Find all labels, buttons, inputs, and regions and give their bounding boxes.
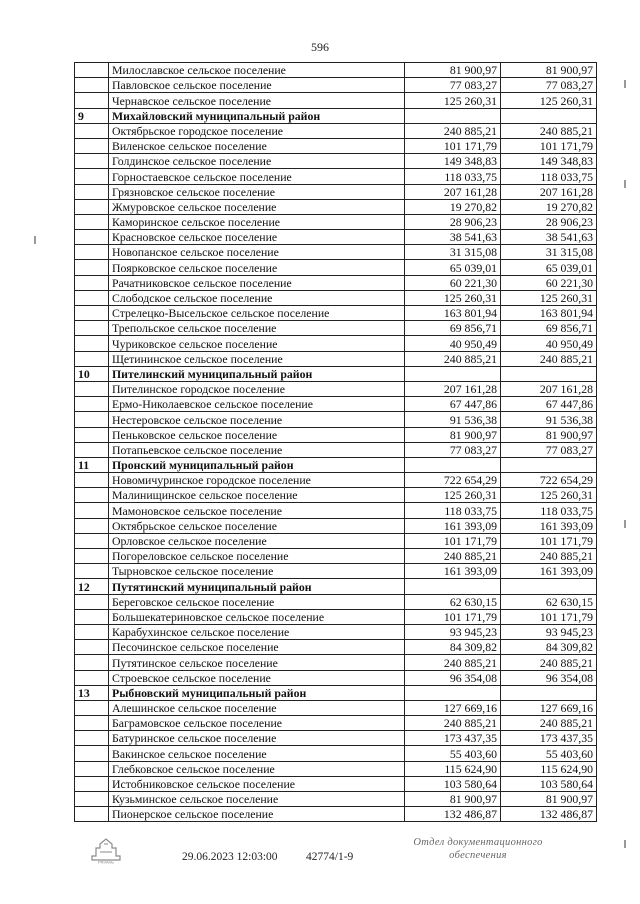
- table-row: [75, 807, 597, 822]
- row-value-1-cell: 81 900,97: [405, 63, 501, 78]
- row-value-1-cell: [405, 685, 501, 700]
- row-value-2-cell: 118 033,75: [501, 503, 597, 518]
- row-value-2-cell: [501, 457, 597, 472]
- row-value-2-cell: 207 161,28: [501, 381, 597, 396]
- row-value-2-cell: 81 900,97: [501, 427, 597, 442]
- row-name-cell: Голдинское сельское поселение: [109, 154, 405, 169]
- row-number-cell: [75, 792, 109, 807]
- emblem-stamp-icon: [86, 834, 126, 864]
- row-name-cell: Погореловское сельское поселение: [109, 549, 405, 564]
- row-value-2-cell: 161 393,09: [501, 564, 597, 579]
- row-name-cell: Жмуровское сельское поселение: [109, 199, 405, 214]
- row-number-cell: [75, 700, 109, 715]
- row-name-cell: Новомичуринское городское поселение: [109, 473, 405, 488]
- table-row: [75, 230, 597, 245]
- row-value-1-cell: 240 885,21: [405, 123, 501, 138]
- row-number-cell: [75, 275, 109, 290]
- row-name-cell: Строевское сельское поселение: [109, 670, 405, 685]
- row-name-cell: Щетининское сельское поселение: [109, 351, 405, 366]
- row-number-cell: [75, 731, 109, 746]
- table-row: [75, 381, 597, 396]
- row-name-cell: Чуриковское сельское поселение: [109, 336, 405, 351]
- department-stamp-line1: Отдел документационного: [413, 837, 543, 848]
- row-value-2-cell: 38 541,63: [501, 230, 597, 245]
- row-value-2-cell: 77 083,27: [501, 78, 597, 93]
- scan-edge-mark: [624, 840, 626, 848]
- row-name-cell: Путятинский муниципальный район: [109, 579, 405, 594]
- table-row: [75, 199, 597, 214]
- row-value-2-cell: [501, 108, 597, 123]
- row-number-cell: [75, 807, 109, 822]
- row-name-cell: Алешинское сельское поселение: [109, 700, 405, 715]
- row-value-2-cell: 125 260,31: [501, 290, 597, 305]
- row-name-cell: Пионерское сельское поселение: [109, 807, 405, 822]
- row-number-cell: [75, 716, 109, 731]
- row-number-cell: [75, 199, 109, 214]
- table-row: [75, 792, 597, 807]
- table-row: [75, 138, 597, 153]
- row-number-cell: [75, 397, 109, 412]
- table-row: [75, 731, 597, 746]
- row-value-2-cell: 101 171,79: [501, 138, 597, 153]
- row-value-2-cell: 28 906,23: [501, 214, 597, 229]
- row-number-cell: [75, 78, 109, 93]
- row-value-2-cell: 103 580,64: [501, 776, 597, 791]
- row-name-cell: Пителинский муниципальный район: [109, 366, 405, 381]
- row-number-cell: [75, 427, 109, 442]
- district-row: [75, 108, 597, 123]
- table-row: [75, 245, 597, 260]
- row-number-cell: [75, 442, 109, 457]
- row-value-2-cell: 62 630,15: [501, 594, 597, 609]
- row-name-cell: Михайловский муниципальный район: [109, 108, 405, 123]
- row-name-cell: Стрелецко-Высельское сельское поселение: [109, 306, 405, 321]
- footer-doc-number: 42774/1-9: [306, 851, 354, 863]
- row-name-cell: Поярковское сельское поселение: [109, 260, 405, 275]
- row-value-2-cell: 65 039,01: [501, 260, 597, 275]
- row-number-cell: [75, 63, 109, 78]
- row-value-2-cell: 115 624,90: [501, 761, 597, 776]
- row-name-cell: Чернавское сельское поселение: [109, 93, 405, 108]
- row-value-1-cell: 101 171,79: [405, 609, 501, 624]
- row-number-cell: [75, 503, 109, 518]
- row-name-cell: Пителинское городское поселение: [109, 381, 405, 396]
- row-number-cell: [75, 518, 109, 533]
- table-row: [75, 397, 597, 412]
- footer-datetime: 29.06.2023 12:03:00: [182, 851, 278, 863]
- row-value-2-cell: 67 447,86: [501, 397, 597, 412]
- row-value-1-cell: 28 906,23: [405, 214, 501, 229]
- row-value-1-cell: [405, 366, 501, 381]
- table-row: [75, 123, 597, 138]
- table-row: [75, 78, 597, 93]
- row-name-cell: Глебковское сельское поселение: [109, 761, 405, 776]
- row-number-cell: 12: [75, 579, 109, 594]
- row-number-cell: [75, 290, 109, 305]
- table-row: [75, 700, 597, 715]
- district-row: [75, 579, 597, 594]
- table-row: [75, 624, 597, 639]
- row-name-cell: Ермо-Николаевское сельское поселение: [109, 397, 405, 412]
- district-row: [75, 366, 597, 381]
- row-value-1-cell: 163 801,94: [405, 306, 501, 321]
- table-row: [75, 351, 597, 366]
- row-number-cell: [75, 640, 109, 655]
- row-number-cell: 13: [75, 685, 109, 700]
- emblem-stamp-text: РЯЗАНЬ: [97, 859, 115, 864]
- row-value-2-cell: 101 171,79: [501, 533, 597, 548]
- row-number-cell: [75, 321, 109, 336]
- row-name-cell: Песочинское сельское поселение: [109, 640, 405, 655]
- row-value-1-cell: 132 486,87: [405, 807, 501, 822]
- row-value-1-cell: 93 945,23: [405, 624, 501, 639]
- row-number-cell: [75, 93, 109, 108]
- row-value-1-cell: 19 270,82: [405, 199, 501, 214]
- row-value-1-cell: 31 315,08: [405, 245, 501, 260]
- table-row: [75, 488, 597, 503]
- row-value-1-cell: 161 393,09: [405, 518, 501, 533]
- row-value-1-cell: 96 354,08: [405, 670, 501, 685]
- table-row: [75, 655, 597, 670]
- table-row: [75, 746, 597, 761]
- row-name-cell: Орловское сельское поселение: [109, 533, 405, 548]
- table-row: [75, 214, 597, 229]
- row-value-1-cell: 62 630,15: [405, 594, 501, 609]
- row-value-2-cell: 91 536,38: [501, 412, 597, 427]
- row-value-2-cell: 149 348,83: [501, 154, 597, 169]
- row-value-2-cell: 40 950,49: [501, 336, 597, 351]
- row-name-cell: Рачатниковское сельское поселение: [109, 275, 405, 290]
- row-number-cell: [75, 488, 109, 503]
- row-name-cell: Милославское сельское поселение: [109, 63, 405, 78]
- row-number-cell: 10: [75, 366, 109, 381]
- row-value-1-cell: 127 669,16: [405, 700, 501, 715]
- district-row: [75, 457, 597, 472]
- row-value-1-cell: 118 033,75: [405, 169, 501, 184]
- row-number-cell: [75, 260, 109, 275]
- row-name-cell: Новопанское сельское поселение: [109, 245, 405, 260]
- row-value-1-cell: 207 161,28: [405, 184, 501, 199]
- row-number-cell: [75, 123, 109, 138]
- row-value-1-cell: 38 541,63: [405, 230, 501, 245]
- row-value-1-cell: 91 536,38: [405, 412, 501, 427]
- row-number-cell: [75, 412, 109, 427]
- table-row: [75, 63, 597, 78]
- page-number: 596: [311, 40, 329, 54]
- table-row: [75, 473, 597, 488]
- row-value-2-cell: 163 801,94: [501, 306, 597, 321]
- row-value-2-cell: [501, 366, 597, 381]
- scan-edge-mark: [34, 236, 36, 244]
- row-value-2-cell: 240 885,21: [501, 716, 597, 731]
- row-value-2-cell: 96 354,08: [501, 670, 597, 685]
- table-row: [75, 564, 597, 579]
- table-row: [75, 169, 597, 184]
- row-number-cell: [75, 564, 109, 579]
- row-number-cell: [75, 381, 109, 396]
- row-number-cell: [75, 138, 109, 153]
- row-name-cell: Карабухинское сельское поселение: [109, 624, 405, 639]
- table-row: [75, 503, 597, 518]
- row-value-1-cell: 125 260,31: [405, 488, 501, 503]
- row-value-2-cell: 125 260,31: [501, 488, 597, 503]
- row-value-1-cell: 67 447,86: [405, 397, 501, 412]
- district-row: [75, 685, 597, 700]
- row-number-cell: [75, 549, 109, 564]
- table-row: [75, 518, 597, 533]
- row-number-cell: [75, 306, 109, 321]
- table-row: [75, 336, 597, 351]
- row-value-1-cell: 84 309,82: [405, 640, 501, 655]
- row-number-cell: [75, 169, 109, 184]
- row-value-1-cell: [405, 579, 501, 594]
- row-value-1-cell: 40 950,49: [405, 336, 501, 351]
- row-value-2-cell: 240 885,21: [501, 549, 597, 564]
- row-number-cell: [75, 245, 109, 260]
- table-row: [75, 154, 597, 169]
- row-name-cell: Путятинское сельское поселение: [109, 655, 405, 670]
- row-name-cell: Горностаевское сельское поселение: [109, 169, 405, 184]
- row-name-cell: Тырновское сельское поселение: [109, 564, 405, 579]
- row-value-2-cell: [501, 685, 597, 700]
- row-value-1-cell: 115 624,90: [405, 761, 501, 776]
- row-value-1-cell: 55 403,60: [405, 746, 501, 761]
- row-value-1-cell: [405, 108, 501, 123]
- row-number-cell: [75, 609, 109, 624]
- table-row: [75, 321, 597, 336]
- row-number-cell: [75, 655, 109, 670]
- row-name-cell: Виленское сельское поселение: [109, 138, 405, 153]
- row-value-1-cell: 240 885,21: [405, 549, 501, 564]
- table-body: [75, 63, 597, 822]
- row-name-cell: Октябрьское городское поселение: [109, 123, 405, 138]
- department-stamp-line2: обеспечения: [449, 850, 507, 861]
- row-value-2-cell: [501, 579, 597, 594]
- row-number-cell: [75, 761, 109, 776]
- scan-edge-mark: [624, 80, 626, 88]
- row-name-cell: Грязновское сельское поселение: [109, 184, 405, 199]
- row-number-cell: [75, 184, 109, 199]
- row-value-2-cell: 240 885,21: [501, 655, 597, 670]
- row-name-cell: Береговское сельское поселение: [109, 594, 405, 609]
- row-value-2-cell: 127 669,16: [501, 700, 597, 715]
- row-value-1-cell: 118 033,75: [405, 503, 501, 518]
- table-row: [75, 260, 597, 275]
- row-value-1-cell: 722 654,29: [405, 473, 501, 488]
- row-value-1-cell: 103 580,64: [405, 776, 501, 791]
- table-row: [75, 533, 597, 548]
- row-name-cell: Красновское сельское поселение: [109, 230, 405, 245]
- row-name-cell: Пронский муниципальный район: [109, 457, 405, 472]
- row-value-1-cell: 81 900,97: [405, 792, 501, 807]
- row-value-2-cell: 240 885,21: [501, 351, 597, 366]
- table-row: [75, 716, 597, 731]
- row-value-2-cell: 161 393,09: [501, 518, 597, 533]
- table-row: [75, 412, 597, 427]
- row-number-cell: [75, 473, 109, 488]
- row-value-1-cell: 125 260,31: [405, 290, 501, 305]
- row-name-cell: Слободское сельское поселение: [109, 290, 405, 305]
- table-row: [75, 609, 597, 624]
- row-value-1-cell: 125 260,31: [405, 93, 501, 108]
- table-row: [75, 290, 597, 305]
- row-value-2-cell: 19 270,82: [501, 199, 597, 214]
- scan-edge-mark: [624, 520, 626, 528]
- table-row: [75, 442, 597, 457]
- row-number-cell: [75, 533, 109, 548]
- row-number-cell: 9: [75, 108, 109, 123]
- table-row: [75, 93, 597, 108]
- row-value-1-cell: 69 856,71: [405, 321, 501, 336]
- row-value-2-cell: 93 945,23: [501, 624, 597, 639]
- row-name-cell: Пеньковское сельское поселение: [109, 427, 405, 442]
- row-value-2-cell: 60 221,30: [501, 275, 597, 290]
- row-number-cell: [75, 351, 109, 366]
- row-value-1-cell: 173 437,35: [405, 731, 501, 746]
- row-name-cell: Нестеровское сельское поселение: [109, 412, 405, 427]
- row-value-2-cell: 84 309,82: [501, 640, 597, 655]
- row-value-2-cell: 722 654,29: [501, 473, 597, 488]
- row-number-cell: [75, 624, 109, 639]
- table-row: [75, 640, 597, 655]
- row-name-cell: Трепольское сельское поселение: [109, 321, 405, 336]
- row-value-2-cell: 118 033,75: [501, 169, 597, 184]
- row-value-2-cell: 31 315,08: [501, 245, 597, 260]
- row-name-cell: Баграмовское сельское поселение: [109, 716, 405, 731]
- row-value-1-cell: 60 221,30: [405, 275, 501, 290]
- row-value-1-cell: 161 393,09: [405, 564, 501, 579]
- row-value-2-cell: 173 437,35: [501, 731, 597, 746]
- table-row: [75, 594, 597, 609]
- row-value-2-cell: 240 885,21: [501, 123, 597, 138]
- row-value-1-cell: 240 885,21: [405, 716, 501, 731]
- row-number-cell: [75, 154, 109, 169]
- row-name-cell: Батуринское сельское поселение: [109, 731, 405, 746]
- row-value-1-cell: 77 083,27: [405, 78, 501, 93]
- row-value-1-cell: [405, 457, 501, 472]
- table-row: [75, 427, 597, 442]
- row-value-1-cell: 65 039,01: [405, 260, 501, 275]
- row-number-cell: [75, 230, 109, 245]
- row-value-1-cell: 101 171,79: [405, 533, 501, 548]
- row-value-1-cell: 81 900,97: [405, 427, 501, 442]
- row-value-1-cell: 240 885,21: [405, 655, 501, 670]
- row-value-2-cell: 81 900,97: [501, 63, 597, 78]
- budget-table: [74, 62, 597, 822]
- row-name-cell: Октябрьское сельское поселение: [109, 518, 405, 533]
- row-number-cell: [75, 776, 109, 791]
- row-value-2-cell: 81 900,97: [501, 792, 597, 807]
- table-row: [75, 670, 597, 685]
- department-stamp: [398, 836, 558, 862]
- row-number-cell: [75, 746, 109, 761]
- row-value-2-cell: 101 171,79: [501, 609, 597, 624]
- row-value-2-cell: 55 403,60: [501, 746, 597, 761]
- row-value-2-cell: 132 486,87: [501, 807, 597, 822]
- row-number-cell: [75, 336, 109, 351]
- row-value-1-cell: 207 161,28: [405, 381, 501, 396]
- row-value-1-cell: 240 885,21: [405, 351, 501, 366]
- row-value-2-cell: 77 083,27: [501, 442, 597, 457]
- row-number-cell: [75, 214, 109, 229]
- table-row: [75, 761, 597, 776]
- table-row: [75, 549, 597, 564]
- row-value-1-cell: 101 171,79: [405, 138, 501, 153]
- row-name-cell: Большекатериновское сельское поселение: [109, 609, 405, 624]
- row-name-cell: Мамоновское сельское поселение: [109, 503, 405, 518]
- row-name-cell: Малинищинское сельское поселение: [109, 488, 405, 503]
- table-row: [75, 306, 597, 321]
- row-number-cell: [75, 670, 109, 685]
- row-value-2-cell: 125 260,31: [501, 93, 597, 108]
- table-row: [75, 184, 597, 199]
- row-name-cell: Потапьевское сельское поселение: [109, 442, 405, 457]
- row-number-cell: 11: [75, 457, 109, 472]
- row-name-cell: Вакинское сельское поселение: [109, 746, 405, 761]
- row-name-cell: Павловское сельское поселение: [109, 78, 405, 93]
- row-name-cell: Рыбновский муниципальный район: [109, 685, 405, 700]
- row-value-2-cell: 69 856,71: [501, 321, 597, 336]
- row-name-cell: Каморинское сельское поселение: [109, 214, 405, 229]
- row-number-cell: [75, 594, 109, 609]
- row-name-cell: Истобниковское сельское поселение: [109, 776, 405, 791]
- scan-edge-mark: [624, 180, 626, 188]
- row-value-2-cell: 207 161,28: [501, 184, 597, 199]
- table-row: [75, 275, 597, 290]
- row-value-1-cell: 77 083,27: [405, 442, 501, 457]
- row-name-cell: Кузьминское сельское поселение: [109, 792, 405, 807]
- table-row: [75, 776, 597, 791]
- row-value-1-cell: 149 348,83: [405, 154, 501, 169]
